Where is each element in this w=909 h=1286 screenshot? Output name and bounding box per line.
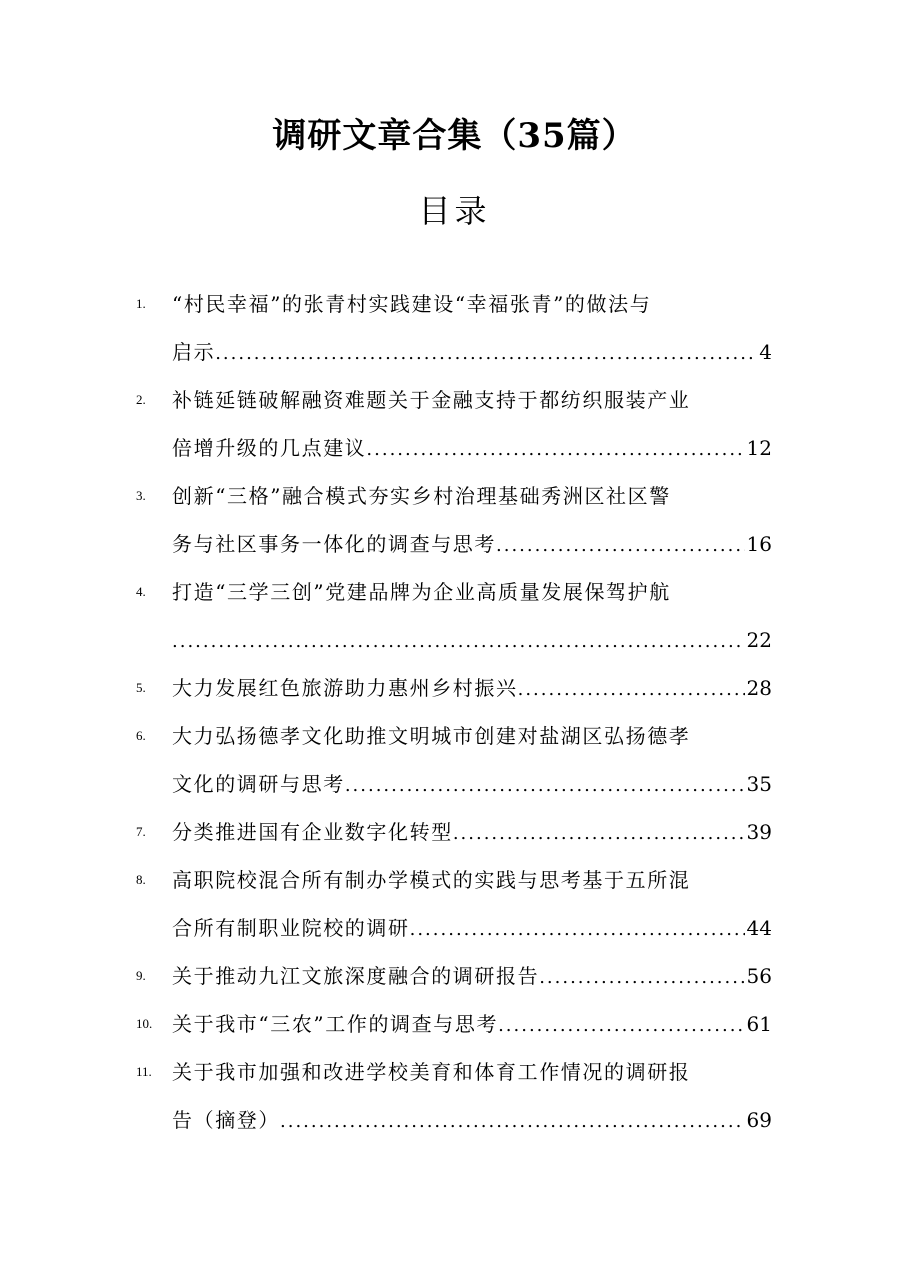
toc-heading: 目录 (418, 192, 491, 230)
toc-page-number: 61 (746, 1012, 772, 1036)
toc-page-number: 35 (746, 772, 772, 796)
toc-page-number: 28 (746, 676, 772, 700)
toc-entry[interactable] (136, 568, 772, 664)
toc-entry-number: 1. (136, 296, 146, 311)
toc-entry-title: 创新“三格”融合模式夯实乡村治理基础秀洲区社区警 (172, 484, 671, 508)
toc-page-number: 69 (746, 1108, 772, 1132)
toc-entry-title: 关于推动九江文旅深度融合的调研报告 (172, 964, 540, 988)
toc-entry-title: “村民幸福”的张青村实践建设“幸福张青”的做法与 (172, 292, 652, 316)
toc-entry-line (172, 856, 772, 904)
toc-entry-line (172, 760, 772, 808)
toc-page-number: 22 (746, 628, 772, 652)
toc-entry-title: 大力发展红色旅游助力惠州乡村振兴 (172, 676, 518, 700)
toc-dot-leader (410, 906, 745, 952)
toc-page-number: 44 (746, 916, 772, 940)
toc-entry-number: 5. (136, 680, 146, 695)
toc-entry-title: 务与社区事务一体化的调查与思考 (172, 532, 496, 556)
toc-entry[interactable] (136, 664, 772, 712)
toc-entry-number: 8. (136, 872, 146, 887)
toc-entry-title: 启示 (172, 340, 216, 364)
toc-entry-line (172, 808, 772, 856)
toc-page-number: 16 (746, 532, 772, 556)
toc-dot-leader (539, 954, 744, 1000)
toc-entry-line (172, 472, 772, 520)
toc-entry-number: 7. (136, 824, 146, 839)
toc-entry-number: 3. (136, 488, 146, 503)
toc-entry-title: 文化的调研与思考 (172, 772, 345, 796)
toc-entry-line (172, 904, 772, 952)
toc-entry-number: 11. (136, 1064, 152, 1079)
toc-entry-number: 4. (136, 584, 146, 599)
toc-entry[interactable] (136, 472, 772, 568)
toc-dot-leader (366, 426, 744, 472)
toc-entry-line (172, 328, 772, 376)
toc-entry-line (172, 952, 772, 1000)
toc-page-number: 56 (746, 964, 772, 988)
toc-entry-line (172, 280, 772, 328)
toc-entry-title: 告（摘登） (172, 1108, 280, 1132)
toc-entry-line (172, 664, 772, 712)
toc-dot-leader (345, 762, 745, 808)
toc-entry-number: 2. (136, 392, 146, 407)
toc-entry[interactable] (136, 952, 772, 1000)
toc-entry[interactable] (136, 808, 772, 856)
toc-entry-title: 倍增升级的几点建议 (172, 436, 367, 460)
toc-entry-title: 大力弘扬德孝文化助推文明城市创建对盐湖区弘扬德孝 (172, 724, 691, 748)
toc-page-number: 39 (746, 820, 772, 844)
toc-entry-number: 6. (136, 728, 146, 743)
toc-dot-leader (453, 810, 745, 856)
document-title: 调研文章合集（35篇） (272, 116, 637, 156)
toc-entry-line (172, 1048, 772, 1096)
toc-entry-title: 打造“三学三创”党建品牌为企业高质量发展保驾护航 (172, 580, 671, 604)
toc-dot-leader (280, 1098, 745, 1144)
toc-page-number: 4 (759, 340, 772, 364)
toc-entry-line (172, 1000, 772, 1048)
toc-dot-leader (496, 522, 745, 568)
toc-dot-leader (498, 1002, 744, 1048)
toc-entry-line (172, 1096, 772, 1144)
toc-entry-line (172, 568, 772, 616)
toc-entry-title: 关于我市加强和改进学校美育和体育工作情况的调研报 (172, 1060, 691, 1084)
toc-entry[interactable] (136, 1000, 772, 1048)
toc-entry-line (172, 616, 772, 664)
toc-dot-leader (172, 618, 745, 664)
toc-page-number: 12 (746, 436, 772, 460)
toc-entry[interactable] (136, 280, 772, 376)
toc-dot-leader (215, 330, 757, 376)
toc-entry-title: 关于我市“三农”工作的调查与思考 (172, 1012, 499, 1036)
toc-entry-line (172, 712, 772, 760)
toc-entry[interactable] (136, 1048, 772, 1144)
toc-entry-title: 高职院校混合所有制办学模式的实践与思考基于五所混 (172, 868, 691, 892)
toc-entry-line (172, 376, 772, 424)
toc-entry-title: 分类推进国有企业数字化转型 (172, 820, 453, 844)
toc-dot-leader (518, 666, 745, 712)
toc-entry-number: 10. (136, 1016, 153, 1031)
toc-entry[interactable] (136, 376, 772, 472)
toc-entry[interactable] (136, 856, 772, 952)
table-of-contents (136, 280, 772, 1144)
toc-entry-title: 合所有制职业院校的调研 (172, 916, 410, 940)
toc-entry-line (172, 424, 772, 472)
toc-entry-number: 9. (136, 968, 146, 983)
toc-entry-line (172, 520, 772, 568)
toc-entry[interactable] (136, 712, 772, 808)
toc-entry-title: 补链延链破解融资难题关于金融支持于都纺织服装产业 (172, 388, 691, 412)
